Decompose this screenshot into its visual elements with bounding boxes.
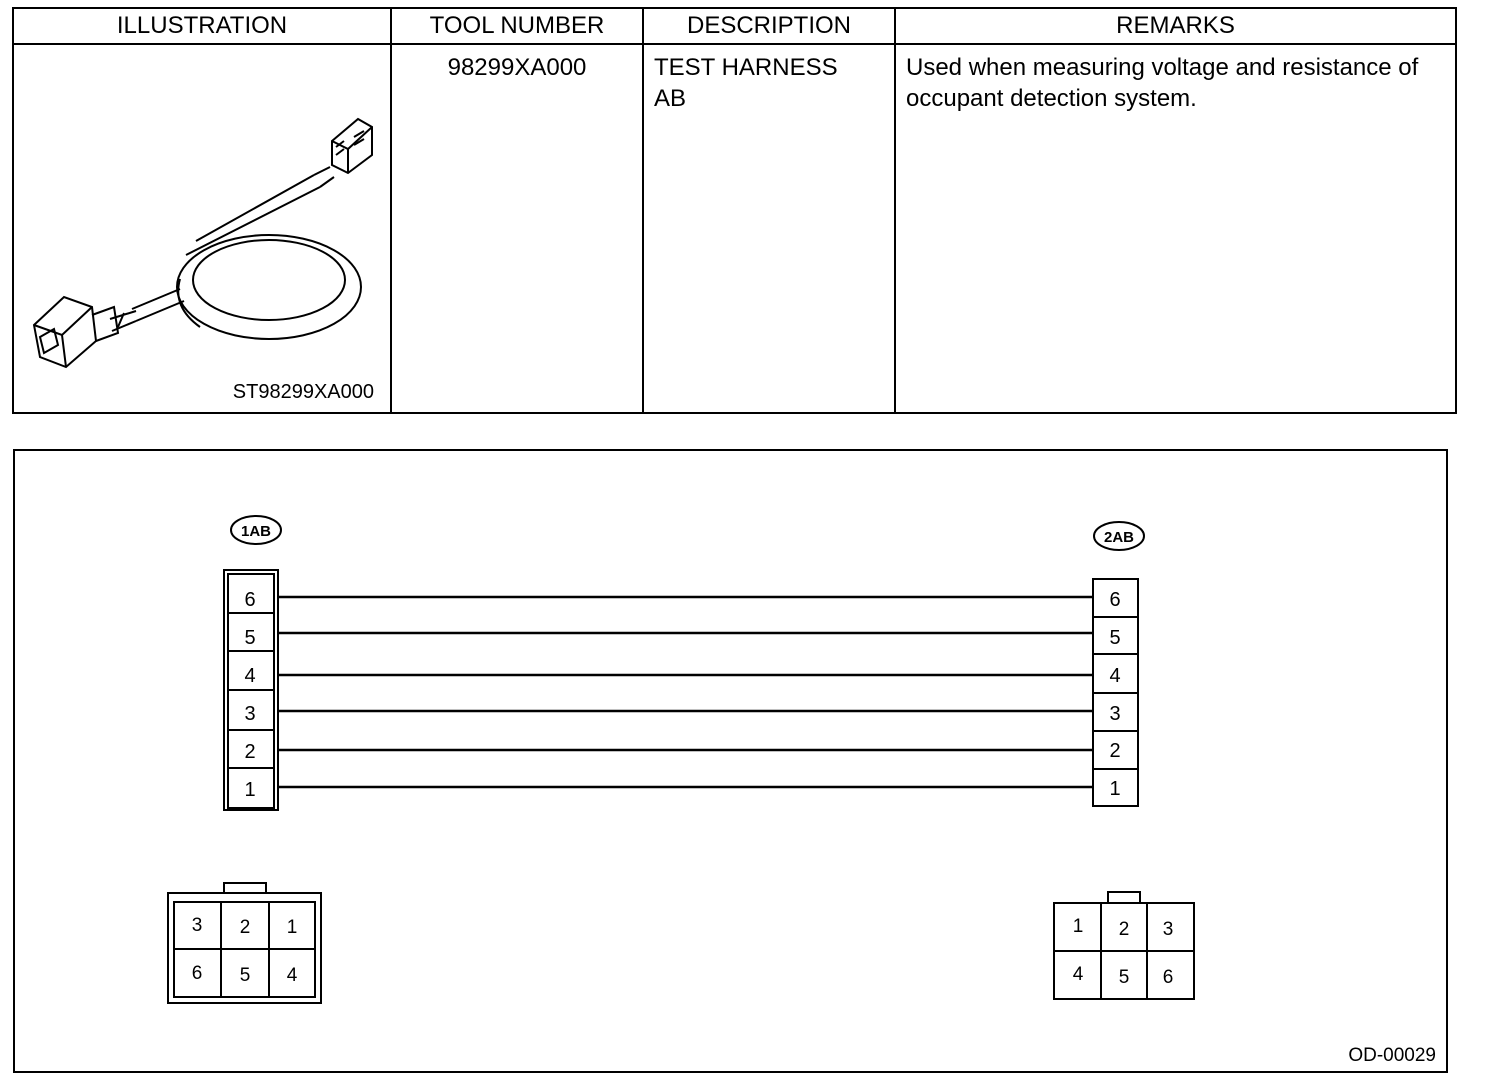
right-face-pin-4: 4 [1072,964,1084,985]
left-pin-6: 6 [244,589,256,611]
right-pin-2: 2 [1109,740,1121,762]
right-pin-3: 3 [1109,703,1121,725]
header-illustration: ILLUSTRATION [13,8,391,44]
left-face-pin-4: 4 [286,965,298,986]
header-description: DESCRIPTION [643,8,895,44]
description-line-2: AB [654,85,687,112]
left-face-pin-3: 3 [191,915,203,936]
right-pin-6: 6 [1109,589,1121,611]
right-face-pin-3: 3 [1162,919,1174,940]
special-tool-table [12,7,1457,414]
wiring-diagram [13,449,1448,1073]
left-pin-1: 1 [244,779,256,801]
illustration-cell [13,44,391,413]
right-face-pin-5: 5 [1118,967,1130,988]
left-pin-3: 3 [244,703,256,725]
tool-number-cell: 98299XA000 [391,44,643,413]
right-pin-5: 5 [1109,627,1121,649]
figure-code: OD-00029 [1348,1045,1436,1066]
left-face-pin-1: 1 [286,917,298,938]
left-pin-4: 4 [244,665,256,687]
table-row [13,44,1456,413]
header-tool-number: TOOL NUMBER [391,8,643,44]
test-harness-illustration [14,45,392,413]
table-header-row [13,8,1456,44]
remarks-cell: Used when measuring voltage and resistance of occupant detection system. [895,44,1456,413]
harness-wires [278,597,1093,787]
connector-label-2ab: 2AB [1103,529,1135,546]
description-cell [643,44,895,413]
right-pin-4: 4 [1109,665,1121,687]
left-pin-5: 5 [244,627,256,649]
description-line-1: TEST HARNESS [654,54,838,81]
right-connector-2ab [1093,579,1138,806]
left-pin-2: 2 [244,741,256,763]
right-face-pin-2: 2 [1118,919,1130,940]
right-face-pin-6: 6 [1162,967,1174,988]
right-pin-1: 1 [1109,778,1121,800]
left-face-pin-5: 5 [239,965,251,986]
header-remarks: REMARKS [895,8,1456,44]
left-face-pin-6: 6 [191,963,203,984]
connector-label-1ab: 1AB [240,523,272,540]
right-face-pin-1: 1 [1072,916,1084,937]
left-face-pin-2: 2 [239,917,251,938]
illustration-code: ST98299XA000 [232,381,374,403]
